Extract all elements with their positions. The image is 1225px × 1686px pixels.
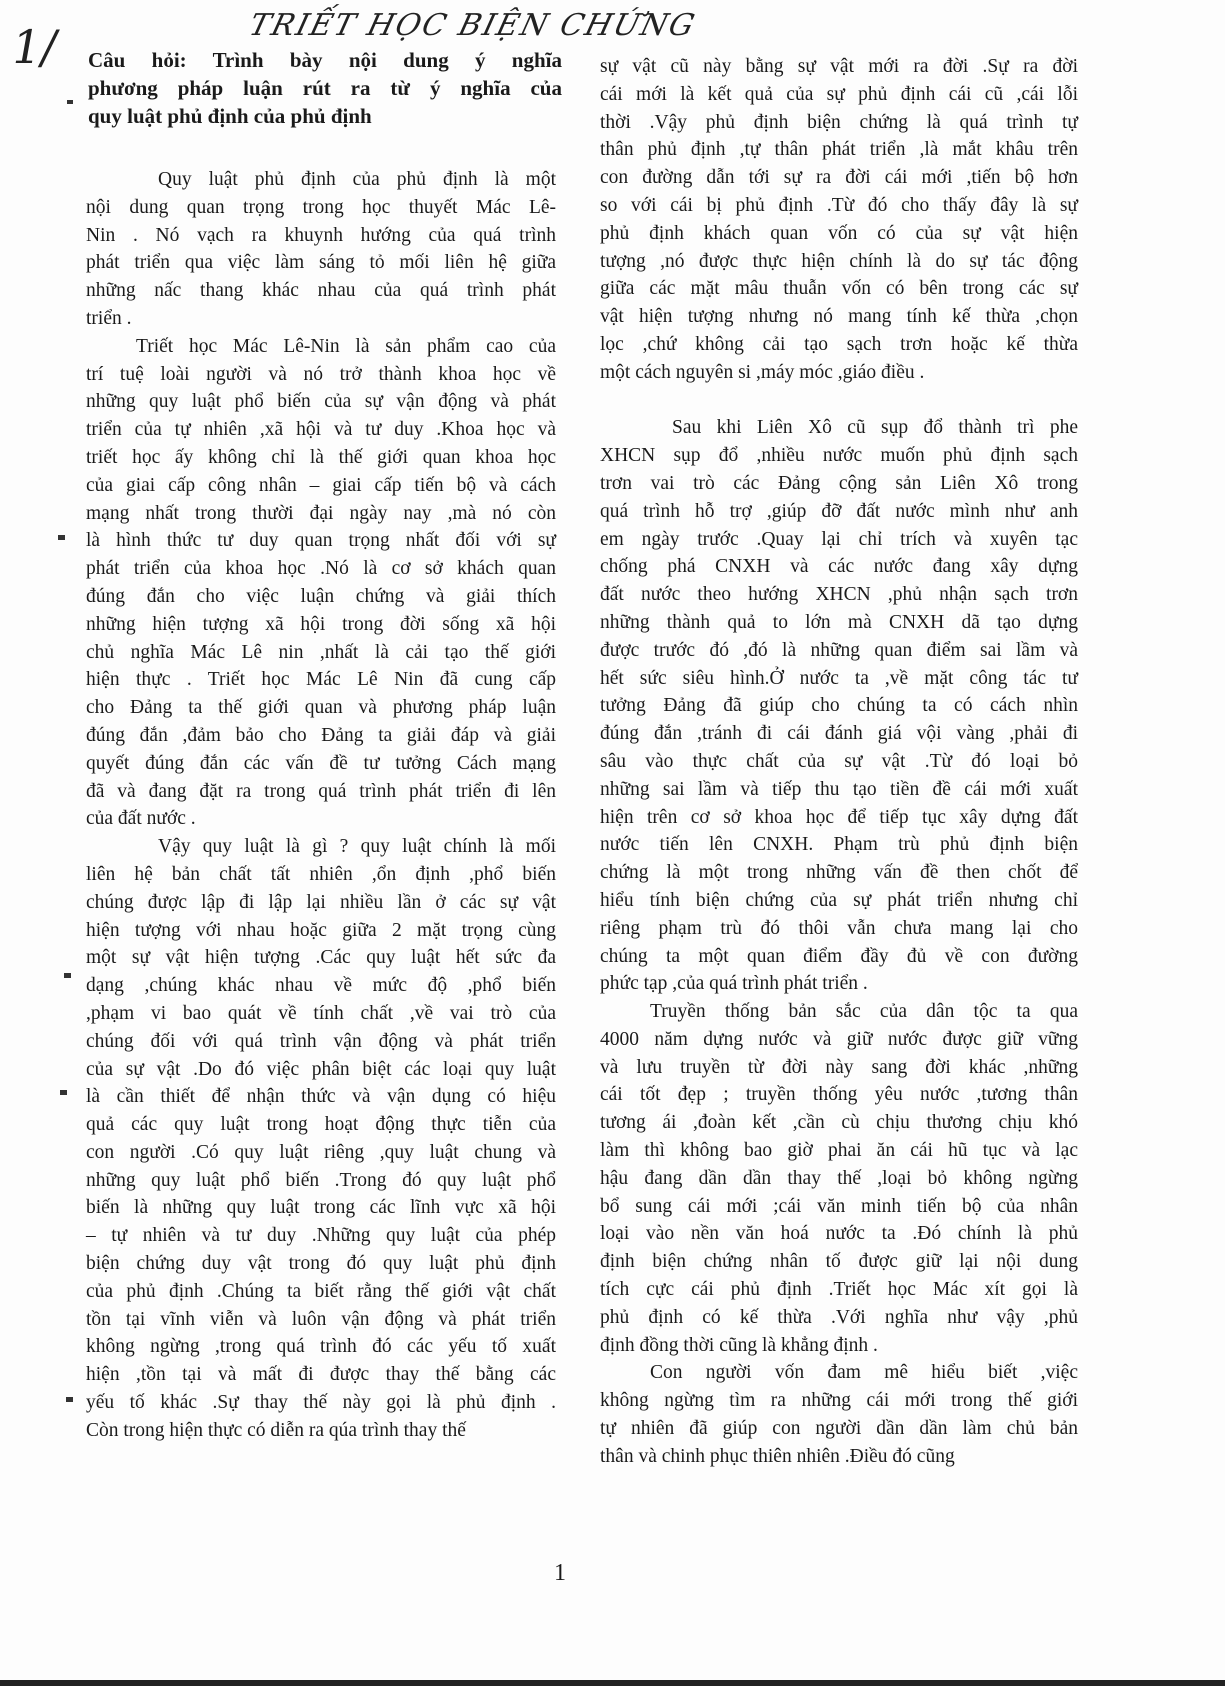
text-line: hiện ,tồn tại và mất đi được thay thế bằng các xyxy=(86,1364,556,1386)
text-line: triết học ấy không chỉ là thế giới quan khoa học xyxy=(86,446,556,468)
text-line: 4000 năm dựng nước và giữ nước được giữ vững xyxy=(600,1028,1078,1050)
text-line: của sự vật .Do đó việc phân biệt các loại quy luật xyxy=(86,1058,556,1080)
scan-speck xyxy=(67,100,73,104)
text-line: làm thì không bao giờ phai ăn cái hũ tục và lạc xyxy=(600,1140,1078,1162)
text-line: những thành quả to lớn mà CNXH dã tạo dựng xyxy=(600,611,1078,633)
text-line: bổ sung cái mới ;cái văn minh tiến bộ của nhân xyxy=(600,1195,1078,1217)
right-column xyxy=(600,53,1078,1471)
text-line: chúng ta một quan điểm đầy đủ về con đường xyxy=(600,945,1078,967)
text-line: phát triển qua việc làm sáng tỏ mối liên hệ giữa xyxy=(86,252,556,274)
left-column xyxy=(86,166,556,1445)
text-line: những nấc thang khác nhau của quá trình phát xyxy=(86,280,556,302)
text-line: và lưu truyền từ đời này sang đời khác ,những xyxy=(600,1056,1078,1078)
text-line: tương ái ,đoàn kết ,cần cù chịu thương chịu khó xyxy=(600,1112,1078,1134)
handwritten-margin-mark: 1/ xyxy=(7,20,62,74)
text-line: nội dung quan trọng trong học thuyết Mác Lê- xyxy=(86,196,556,218)
text-line: Vậy quy luật là gì ? quy luật chính là mối xyxy=(158,836,556,858)
text-line: định biện chứng nhân tố được giữ lại nội dung xyxy=(600,1251,1078,1273)
page-number: 1 xyxy=(554,1560,566,1586)
text-line: hiện trên cơ sở khoa học để tiếp tục xây dựng đất xyxy=(600,806,1078,828)
text-line: những quy luật phổ biến .Trong đó quy luật phổ xyxy=(86,1169,556,1191)
text-line: một sự vật hiện tượng .Các quy luật hết sức đa xyxy=(86,947,556,969)
text-line: cái tốt đẹp ; truyền thống yêu nước ,tương thân xyxy=(600,1084,1078,1106)
text-line: phủ định có kế thừa .Với nghĩa như vậy ,phủ xyxy=(600,1306,1078,1328)
text-line: loại vào nền văn hoá nước ta .Đó chính là phủ xyxy=(600,1223,1078,1245)
text-line: vật hiện tượng nhưng nó mang tính kế thừa ,chọn xyxy=(600,306,1078,328)
text-line: thân phủ định ,tự thân phát triển ,là mắt khâu trên xyxy=(600,139,1078,161)
text-line: phủ định khách quan vốn có của sự vật hiện xyxy=(600,222,1078,244)
text-line: chứng là một trong những vấn đề then chốt để xyxy=(600,862,1078,884)
scan-speck xyxy=(60,1090,67,1095)
text-line: quyết đúng đắn các vấn đề tư tưởng Cách mạng xyxy=(86,752,556,774)
paragraph xyxy=(86,833,556,1445)
text-line: những hiện tượng xã hội trong đời sống xã hội xyxy=(86,613,556,635)
text-line: tồn tại vĩnh viễn và luôn vận động và phát triển xyxy=(86,1308,556,1330)
text-line: không ngừng tìm ra những cái mới trong thế giới xyxy=(600,1390,1078,1412)
text-line: Quy luật phủ định của phủ định là một xyxy=(158,169,556,190)
text-line: chống phá CNXH và các nước đang xây dựng xyxy=(600,556,1078,578)
text-line: Con người vốn đam mê hiểu biết ,việc xyxy=(650,1362,1078,1384)
text-line: chúng được lập đi lập lại nhiều lần ở các sự vật xyxy=(86,891,556,913)
paragraph-gap xyxy=(600,387,1078,415)
text-line: Sau khi Liên Xô cũ sụp đổ thành trì phe xyxy=(672,417,1078,439)
text-line: đúng đắn cho việc luận chứng và giải thích xyxy=(86,585,556,607)
text-line: giữa các mặt mâu thuẫn vốn có bên trong các sự xyxy=(600,278,1078,300)
text-line: so với cái bị phủ định .Từ đó cho thấy đây là sự xyxy=(600,194,1078,216)
paragraph xyxy=(600,1359,1078,1470)
paragraph xyxy=(600,53,1078,387)
title-line: quy luật phủ định của phủ định xyxy=(88,104,372,128)
text-line: cái mới là kết quả của sự phủ định cái cũ ,cái lỗi xyxy=(600,83,1078,105)
text-line: phức tạp ,của quá trình phát triển . xyxy=(600,973,868,995)
handwritten-header: TRIẾT HỌC BIỆN CHỨNG xyxy=(245,8,700,43)
text-line: XHCN sụp đổ ,nhiều nước muốn phủ định sạch xyxy=(600,445,1078,467)
text-line: một cách nguyên si ,máy móc ,giáo điều . xyxy=(600,361,925,383)
text-line: chúng đối với quá trình vận động và phát triển xyxy=(86,1030,556,1052)
text-line: thân và chinh phục thiên nhiên .Điều đó cũng xyxy=(600,1445,955,1467)
text-line: là hình thức tư duy quan trọng nhất đối với sự xyxy=(86,530,556,552)
scan-speck xyxy=(64,973,71,978)
text-line: những sai lầm và tiếp thu tạo tiền đề cái mới xuất xyxy=(600,778,1078,800)
text-line: phát triển của khoa học .Nó là cơ sở khách quan xyxy=(86,558,556,580)
text-line: là cần thiết để nhận thức và vận dụng có hiệu xyxy=(86,1086,556,1108)
text-line: những quy luật phổ biến của sự vận động và phát xyxy=(86,391,556,413)
text-line: triển . xyxy=(86,307,132,329)
title-line: Câu hỏi: Trình bày nội dung ý nghĩa xyxy=(88,48,562,72)
text-line: hiểu tính biện chứng của sự phát triển nhưng chỉ xyxy=(600,889,1078,911)
text-line: Triết học Mác Lê-Nin là sản phẩm cao của xyxy=(136,335,556,357)
text-line: của phủ định .Chúng ta biết rằng thế giới vật chất xyxy=(86,1280,556,1302)
text-line: dạng ,chúng khác nhau về mức độ ,phổ biến xyxy=(86,975,556,997)
title-line: phương pháp luận rút ra từ ý nghĩa của xyxy=(88,76,562,100)
text-line: quá trình hỗ trợ ,giúp đỡ đất nước mình như anh xyxy=(600,500,1078,522)
text-line: biện chứng duy vật trong đó quy luật phủ định xyxy=(86,1253,556,1275)
text-line: mạng nhất trong thười đại ngày nay ,mà nó còn xyxy=(86,502,556,524)
text-line: đúng đắn ,đảm bảo cho Đảng ta giải đáp và giải xyxy=(86,724,556,746)
text-line: ,phạm vi bao quát về tính chất ,về vai trò của xyxy=(86,1002,556,1024)
paragraph xyxy=(600,998,1078,1359)
text-line: tưởng Đảng đã giúp cho chúng ta có cách nhìn xyxy=(600,695,1078,717)
text-line: Nin . Nó vạch ra khuynh hướng của quá trình xyxy=(86,224,556,246)
text-line: cho Đảng ta thế giới quan và phương pháp luận xyxy=(86,697,556,719)
text-line: trí tuệ loài người và nó trở thành khoa học về xyxy=(86,363,556,385)
text-line: đúng đắn ,tránh đi cái đánh giá vội vàng ,phải đi xyxy=(600,723,1078,745)
question-title xyxy=(88,46,562,130)
text-line: tượng ,nó được thực hiện chính là do sự tác động xyxy=(600,250,1078,272)
text-line: sự vật cũ này bằng sự vật mới ra đời .Sự ra đời xyxy=(600,56,1078,77)
text-line: đã và đang đặt ra trong quá trình phát triển đi lên xyxy=(86,780,556,802)
text-line: liên hệ bản chất tất nhiên ,ổn định ,phổ biến xyxy=(86,863,556,885)
text-line: được trước đó ,đó là những quan điểm sai lầm và xyxy=(600,639,1078,661)
text-line: nước tiến lên CNXH. Phạm trù phủ định biện xyxy=(600,834,1078,856)
text-line: hiện thực . Triết học Mác Lê Nin đã cung cấp xyxy=(86,669,556,691)
text-line: thời .Vậy phủ định biện chứng là quá trình tự xyxy=(600,111,1078,133)
text-line: triển của tự nhiên ,xã hội và tư duy .Khoa học và xyxy=(86,419,556,441)
text-line: chủ nghĩa Mác Lê nin ,nhất là cải tạo thế giới xyxy=(86,641,556,663)
text-line: không ngừng ,trong quá trình đó các yếu tố xuất xyxy=(86,1336,556,1358)
text-line: của giai cấp công nhân – giai cấp tiến bộ và cách xyxy=(86,474,556,496)
text-line: đất nước theo hướng XHCN ,phủ nhận sạch trơn xyxy=(600,584,1078,606)
text-line: tự nhiên đã giúp con người dần dần làm chủ bản xyxy=(600,1418,1078,1440)
scan-speck xyxy=(58,535,65,540)
paragraph xyxy=(86,166,556,333)
text-line: của đất nước . xyxy=(86,808,196,830)
text-line: riêng phạm trù đó thôi vẫn chưa mang lại cho xyxy=(600,917,1078,939)
text-line: hậu đang dần dần thay thế ,loại bỏ không ngừng xyxy=(600,1167,1078,1189)
scan-border xyxy=(0,1680,1225,1686)
paragraph xyxy=(600,414,1078,998)
text-line: hiện tượng với nhau hoặc giữa 2 mặt trọng cùng xyxy=(86,919,556,941)
text-line: Truyền thống bản sắc của dân tộc ta qua xyxy=(650,1001,1078,1023)
paragraph xyxy=(86,333,556,833)
text-line: sâu vào thực chất của sự vật .Từ đó loại bỏ xyxy=(600,750,1078,772)
text-line: yếu tố khác .Sự thay thế này gọi là phủ định . xyxy=(86,1392,556,1414)
text-line: Còn trong hiện thực có diễn ra qúa trình thay thế xyxy=(86,1419,466,1441)
text-line: con người .Có quy luật riêng ,quy luật chung và xyxy=(86,1141,556,1163)
scan-speck xyxy=(66,1397,73,1402)
text-line: – tự nhiên và tư duy .Những quy luật của phép xyxy=(86,1225,556,1247)
text-line: con đường dẫn tới sự ra đời cái mới ,tiến bộ hơn xyxy=(600,167,1078,189)
text-line: lọc ,chứ không cải tạo sạch trơn hoặc kế thừa xyxy=(600,333,1078,355)
text-line: định đồng thời cũng là khẳng định . xyxy=(600,1334,878,1356)
text-line: biến là những quy luật trong các lĩnh vực xã hội xyxy=(86,1197,556,1219)
text-line: hết sức siêu hình.Ở nước ta ,về mặt công tác tư xyxy=(600,667,1078,689)
text-line: quả các quy luật trong hoạt động thực tiễn của xyxy=(86,1114,556,1136)
text-line: trơn vai trò các Đảng cộng sản Liên Xô trong xyxy=(600,472,1078,494)
text-line: em ngày trước .Quay lại chỉ trích và xuyên tạc xyxy=(600,528,1078,550)
text-line: tích cực cái phủ định .Triết học Mác xít gọi là xyxy=(600,1279,1078,1301)
